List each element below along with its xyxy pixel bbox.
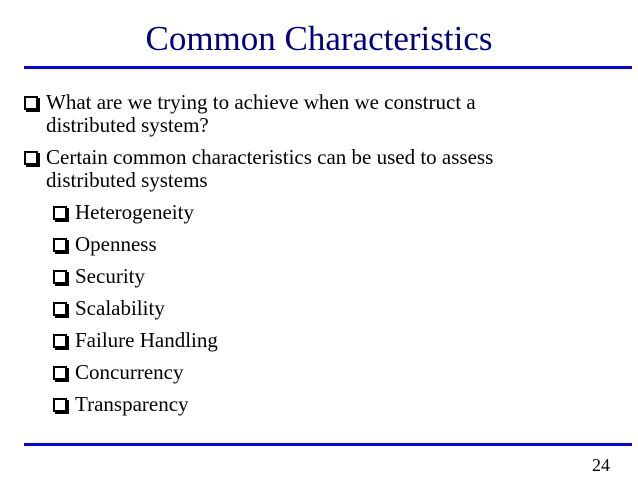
bullet-list	[24, 91, 624, 425]
bullet-line: Transparency	[75, 392, 189, 416]
bullet-line: Scalability	[75, 296, 165, 320]
square-checkbox-icon	[24, 151, 38, 165]
bullet-line: Failure Handling	[75, 328, 218, 352]
bullet-line: Openness	[75, 232, 157, 256]
title-divider	[24, 66, 632, 69]
slide-title: Common Characteristics	[145, 19, 493, 58]
bullet-line: Concurrency	[75, 360, 184, 384]
sub-bullet-heterogeneity	[24, 201, 624, 224]
bullet-line: Certain common characteristics can be used to assess	[46, 145, 494, 169]
square-checkbox-icon	[53, 334, 67, 348]
slide-number: 24	[592, 455, 610, 475]
sub-bullet-openness	[24, 233, 624, 256]
square-checkbox-icon	[53, 270, 67, 284]
sub-bullet-security	[24, 265, 624, 288]
bullet-line: distributed system?	[46, 113, 209, 137]
square-checkbox-icon	[24, 96, 38, 110]
bullet-line: Heterogeneity	[75, 200, 194, 224]
bullet-line: What are we trying to achieve when we construct a	[46, 90, 476, 114]
square-checkbox-icon	[53, 238, 67, 252]
square-checkbox-icon	[53, 398, 67, 412]
footer-divider	[24, 443, 632, 446]
sub-bullet-failure-handling	[24, 329, 624, 352]
square-checkbox-icon	[53, 366, 67, 380]
square-checkbox-icon	[53, 302, 67, 316]
sub-bullet-scalability	[24, 297, 624, 320]
bullet-line: Security	[75, 264, 145, 288]
sub-bullet-transparency	[24, 393, 624, 416]
bullet-item-goal	[24, 91, 624, 137]
bullet-line: distributed systems	[46, 168, 208, 192]
square-checkbox-icon	[53, 206, 67, 220]
sub-bullet-concurrency	[24, 361, 624, 384]
bullet-item-characteristics	[24, 146, 624, 192]
